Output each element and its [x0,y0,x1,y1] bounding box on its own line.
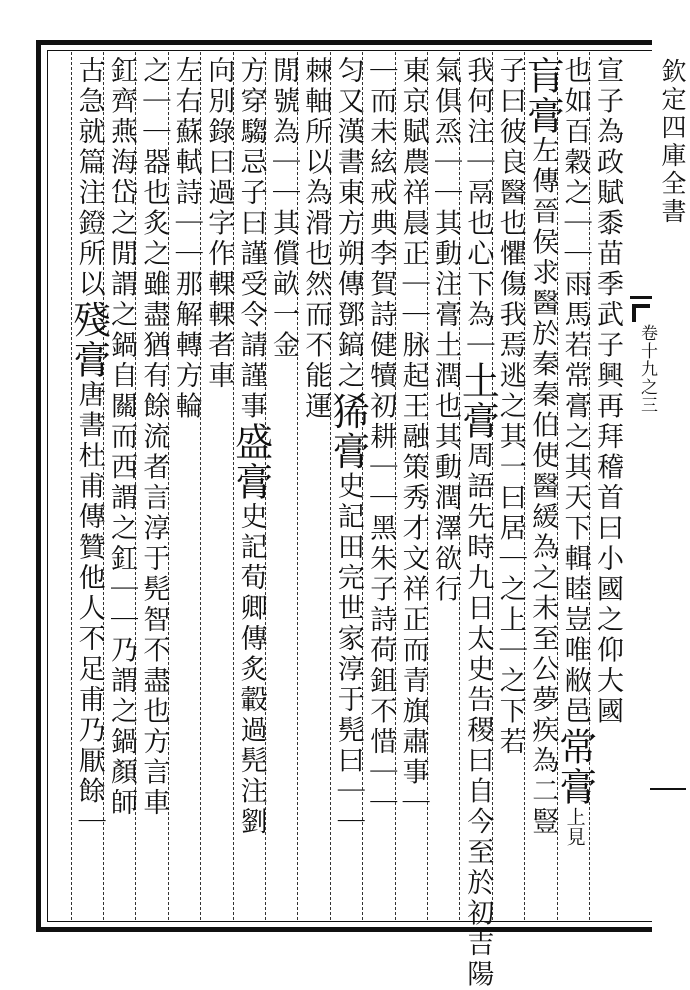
headword: 土膏 [455,361,500,441]
column-text: 宣子為政賦黍苗季武子興再拜稽首曰小國之仰大國 [592,56,623,727]
column-text: 左傳晉侯求醫於秦秦伯使醫緩為之未至公夢疾為二豎 [527,136,559,838]
text-column [228,56,273,914]
column-text: 也如百穀之｜｜雨馬若常膏之其天下輯睦豈唯敝邑 [559,56,591,727]
text-column [396,56,430,914]
column-text: 上見 [563,807,586,847]
column-text: 閒號為｜｜其償畝一金 [268,56,299,361]
column-text: ｜而未絃戒典李賀詩健犢初耕｜｜黑朱子詩荷鉏不惜｜｜ [365,56,397,819]
text-column [201,56,235,914]
headword: 殘膏 [66,300,111,380]
text-column [325,56,370,914]
column-text: 子曰彼良醫也懼傷我焉逃之其一曰居｜之上｜之下若 [494,56,526,758]
text-column [169,56,203,914]
text-column [493,56,527,914]
margin-book-title: 欽定四庫全書 [658,58,687,226]
column-text: 之｜｜器也炙之雖盡猶有餘流者言淳于髡智不盡也方言車 [138,56,170,819]
column-text: 古急就篇注鐙所以 [73,56,105,300]
column-text: 周語先時九日太史告稷曰自今至於初吉陽 [462,441,494,990]
column-text: 東京賦農祥晨正｜｜脉起王融策秀才文祥正而青旗肅事｜ [397,56,429,819]
headword: 盛膏 [228,422,273,502]
text-column [136,56,170,914]
column-text: 唐書杜甫傳贊他人不足甫乃厭餘｜ [73,380,105,838]
text-column [104,56,138,914]
headword: 肓膏 [520,56,565,136]
text-column [298,56,332,914]
column-text: 向別錄曰過字作輠輠者車 [203,56,235,392]
text-column [428,56,462,914]
column-text: 棘軸所以為滑也然而不能運 [300,56,332,422]
text-column [66,56,111,914]
column-text: 史記田完世家淳于髡曰｜｜ [332,471,364,838]
column-rule [71,52,72,920]
column-text: 釭齊燕海岱之閒謂之鍋自關而西謂之釭｜｜乃謂之鍋顏師 [106,56,137,819]
column-text: 匀又漢書東方朔傳鄧鎬之 [332,56,364,392]
margin-volume-label: 卷十九之三 [637,324,657,414]
text-column [363,56,397,914]
fish-tail-bracket [632,304,650,322]
column-text: 方穿騶忌子曰謹受令請謹事 [235,56,267,422]
text-column [552,56,597,914]
column-text: 氣俱烝｜｜其動注膏土潤也其動潤澤欲行 [430,56,461,605]
text-column [520,56,565,914]
margin-edge-line [650,788,686,790]
column-text: 史記荀卿傳炙轂過髡注劉 [235,502,267,838]
text-column [455,56,500,990]
column-text: 我何注｜鬲也心下為｜ [462,56,494,361]
headword: 狶膏 [325,391,370,472]
fish-tail-mark [630,296,652,299]
headword: 常膏 [552,727,597,807]
column-text: 左右蘇軾詩｜｜那解轉方輪 [170,56,202,422]
